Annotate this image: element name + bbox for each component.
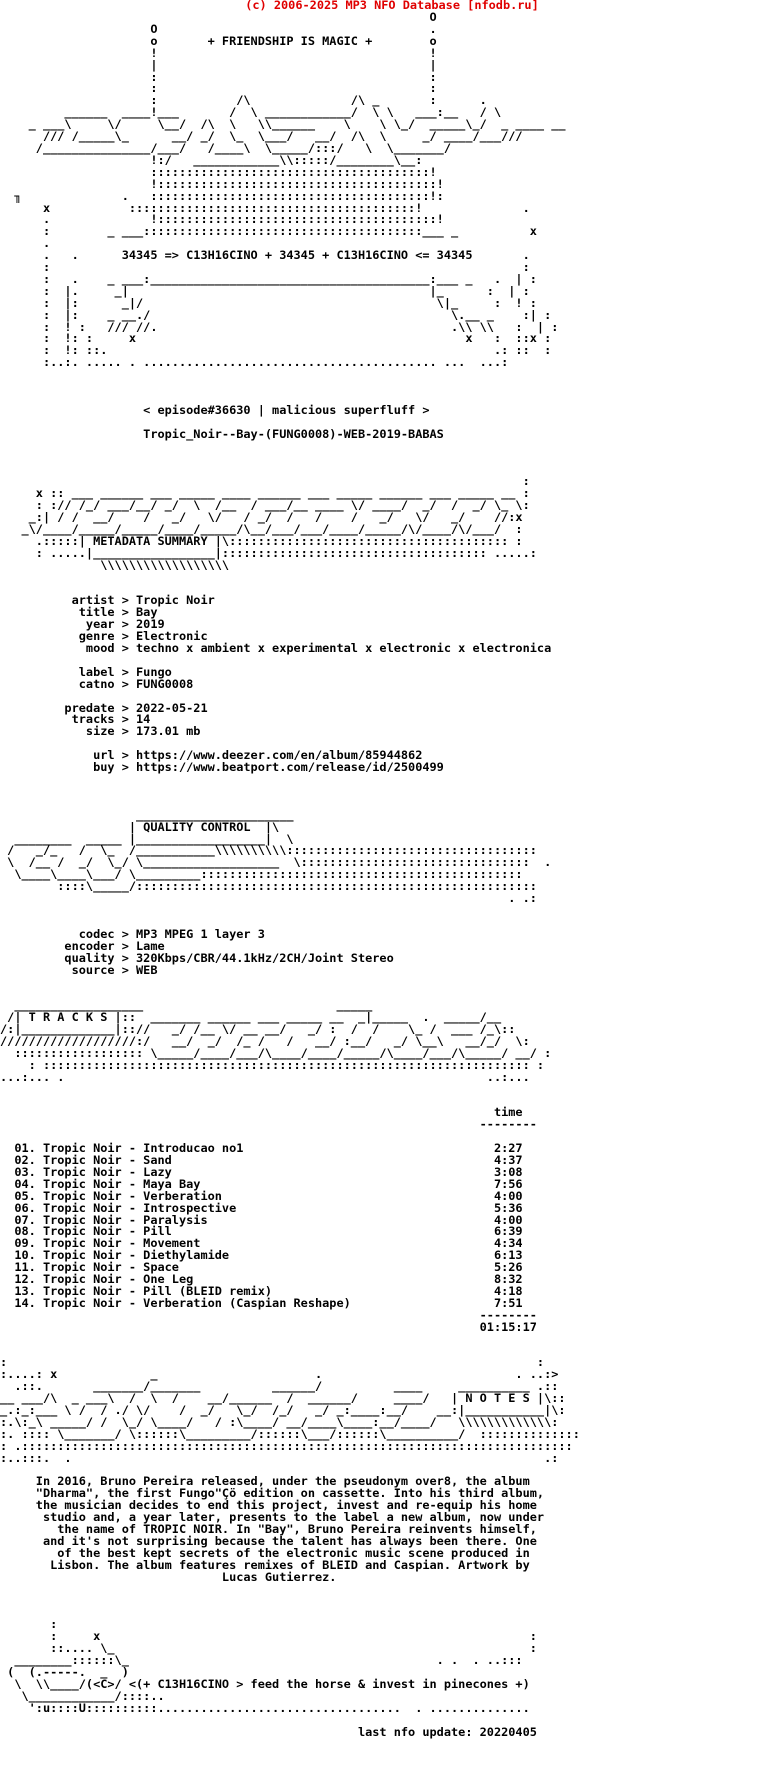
- nfo-line: catno > FUNG0008: [0, 676, 194, 691]
- nfo-line: ______________________: [0, 807, 294, 822]
- nfo-line: 08. Tropic Noir - Pill 6:39: [0, 1224, 523, 1239]
- nfo-line: label > Fungo: [0, 664, 172, 679]
- nfo-line: _.:_:___ \ / / ./ \/ / _/ \_/ /_/ _/ _:____:__/ __:|___________|\:: [0, 1403, 566, 1418]
- nfo-line: :..:::. . .:: [0, 1450, 559, 1465]
- nfo-line: _:| / / __/ / _/ \/ / _/ / / / _/ \/ _/ //:x: [0, 510, 523, 525]
- nfo-line: 13. Tropic Noir - Pill (BLEID remix) 4:18: [0, 1283, 523, 1298]
- nfo-line: /| T R A C K S |:: _______ ______ ___ _____ __ _|_____ . _____/__: [0, 1010, 502, 1025]
- nfo-line: genre > Electronic: [0, 629, 208, 644]
- nfo-line: quality > 320Kbps/CBR/44.1kHz/2CH/Joint Stereo: [0, 950, 394, 965]
- nfo-line: 14. Tropic Noir - Verberation (Caspian Reshape) 7:51: [0, 1295, 523, 1310]
- nfo-line: o + FRIENDSHIP IS MAGIC + o: [0, 33, 437, 48]
- nfo-line: !:::::::::::::::::::::::::::::::::::::::!: [0, 176, 444, 191]
- nfo-line: 09. Tropic Noir - Movement 4:34: [0, 1236, 523, 1251]
- nfo-line: .::. _______/_______ ______/ ____ __________ .::: [0, 1379, 559, 1394]
- copyright-banner: (c) 2006-2025 MP3 NFO Database [nfodb.ru]: [245, 0, 539, 12]
- nfo-line: . !:::::::::::::::::::::::::::::::::::::::!: [0, 212, 444, 227]
- nfo-line: :: [0, 474, 530, 489]
- nfo-line: \\\\\\\\\\\\\\\\\\: [0, 557, 230, 572]
- nfo-line: 01. Tropic Noir - Introducao no1 2:27: [0, 1141, 523, 1156]
- nfo-line: ::.... \_ :: [0, 1641, 537, 1656]
- nfo-line: :.\:_\ _____/ / \_/ \____/ / :\____/ __/____\____:__/____/ \\\\\\\\\\\\\:: [0, 1414, 559, 1429]
- nfo-line: ::::\_____/::::::::::::::::::::::::::::::::::::::::::::::::::::::::: [0, 879, 537, 894]
- nfo-line: title > Bay: [0, 605, 158, 620]
- nfo-line: artist > Tropic Noir: [0, 593, 215, 608]
- nfo-line: : |: _|/ \|_ : ! :: [0, 295, 537, 310]
- nfo-line: _ ___\ \/ \__/ /\ \ \\______ \ \ \_/ _____\_/ _ ____ __: [0, 117, 566, 132]
- nfo-line: 07. Tropic Noir - Paralysis 4:00: [0, 1212, 523, 1227]
- nfo-line: ( (.-----. _ ): [0, 1664, 129, 1679]
- nfo-line: last nfo update: 20220405: [0, 1724, 537, 1739]
- nfo-line: Lisbon. The album features remixes of BLEID and Caspian. Artwork by: [0, 1557, 530, 1572]
- nfo-line: x ::::::::::::::::::::::::::::::::::::::::! .: [0, 200, 530, 215]
- nfo-line: url > https://www.deezer.com/en/album/85944862: [0, 748, 423, 763]
- nfo-line: \ \\____/(<C>/ <(+ C13H16CINO > feed the horse & invest in pinecones +): [0, 1676, 530, 1691]
- nfo-line: 10. Tropic Noir - Diethylamide 6:13: [0, 1248, 523, 1263]
- nfo-line: . . 34345 => C13H16CINO + 34345 + C13H16CINO <= 34345 .: [0, 248, 530, 263]
- nfo-line: : :: [0, 69, 437, 84]
- nfo-text-body: [0, 12, 580, 1738]
- nfo-line: __ ___/\ _ ___\ / \ / __/______ / ______/ ____/ | N O T E S |\::: [0, 1391, 566, 1406]
- nfo-line: studio and, a year later, presents to the label a new album, now under: [0, 1510, 545, 1525]
- nfo-line: ______ ____!___ / \ ____________/ \ \ ___:__ / \: [0, 105, 502, 120]
- nfo-line: ________ _____ |__________________| \: [0, 831, 294, 846]
- nfo-line: ///////////////////:/ __/ _/ /_ / / __/ :__/ _/ \__\ __/_/ \:: [0, 1033, 530, 1048]
- nfo-line: .: [0, 236, 51, 251]
- nfo-line: < episode#36630 | malicious superfluff >: [0, 402, 430, 417]
- nfo-line: | QUALITY CONTROL |\: [0, 819, 280, 834]
- nfo-line: Lucas Gutierrez.: [0, 1569, 337, 1584]
- nfo-line: the name of TROPIC NOIR. In "Bay", Bruno Pereira reinvents himself,: [0, 1522, 537, 1537]
- nfo-line: :::::::::::::::::: \_____/____/___/\____/____/_____/\____/___/\_____/ __/ :: [0, 1045, 552, 1060]
- nfo-line: x :: ___ ______ ___ _____ ____ ______ ___ _____ ______ ___ _____ __ :: [0, 486, 530, 501]
- nfo-line: : !: ::. .: :: :: [0, 343, 552, 358]
- nfo-line: \____\____\___/ \_________:::::::::::::::::::::::::::::::::::::::::::::: [0, 867, 523, 882]
- nfo-line: ╖ . :::::::::::::::::::::::::::::::::::::::!:: [0, 188, 444, 203]
- nfo-line: :::::::::::::::::::::::::::::::::::::::!: [0, 164, 437, 179]
- nfo-line: and it's not surprising because the talent has always been there. One: [0, 1534, 537, 1548]
- nfo-line: year > 2019: [0, 617, 165, 632]
- nfo-line: O .: [0, 21, 437, 36]
- nfo-line: tracks > 14: [0, 712, 151, 727]
- nfo-line: 12. Tropic Noir - One Leg 8:32: [0, 1272, 523, 1287]
- nfo-line: : |. _| |_ : | :: [0, 283, 530, 298]
- nfo-line: ! !: [0, 45, 437, 60]
- nfo-line: predate > 2022-05-21: [0, 700, 208, 715]
- nfo-line: In 2016, Bruno Pereira released, under the pseudonym over8, the album: [0, 1474, 530, 1489]
- nfo-line: 06. Tropic Noir - Introspective 5:36: [0, 1200, 523, 1215]
- nfo-line: time: [0, 1105, 523, 1120]
- nfo-line: : .:::::::::::::::::::::::::::::::::::::::::::::::::::::::::::::::::::::::::::::: [0, 1438, 573, 1453]
- nfo-line: O: [0, 10, 437, 24]
- nfo-line: : /\ /\ _ : .: [0, 93, 487, 108]
- nfo-line: : _ ___:::::::::::::::::::::::::::::::::::::::___ _ x: [0, 224, 537, 239]
- nfo-line: "Dharma", the first Fungo"Çö edition on cassette. Into his third album,: [0, 1486, 545, 1501]
- nfo-line: :: [0, 1617, 58, 1632]
- nfo-line: 01:15:17: [0, 1319, 537, 1334]
- nfo-line: /_______________/___/ /____\ \_____/:::/ \ \_______/: [0, 140, 452, 155]
- nfo-line: !:/ ____________\\:::::/________\__:: [0, 152, 423, 167]
- nfo-line: --------: [0, 1307, 537, 1322]
- nfo-line: source > WEB: [0, 962, 158, 977]
- nfo-line: . .:: [0, 891, 537, 906]
- nfo-line: codec > MP3 MPEG 1 layer 3: [0, 926, 265, 941]
- nfo-line: .:::::| METADATA SUMMARY |\::::::::::::::::::::::::::::::::::::::: :: [0, 533, 523, 548]
- nfo-line: : . _ ___:_______________________________________:___ _ . | :: [0, 271, 537, 286]
- nfo-line: the musician decides to end this project, invest and re-equip his home: [0, 1498, 537, 1513]
- nfo-line: : :::::::::::::::::::::::::::::::::::::::::::::::::::::::::::::::::::: :: [0, 1057, 545, 1072]
- nfo-line: ':u::::U::::::::::.................................. . ..............: [0, 1700, 530, 1715]
- nfo-line: buy > https://www.beatport.com/release/id/2500499: [0, 760, 444, 775]
- nfo-line: :..:. ..... . ......................................... ... ...:: [0, 355, 509, 370]
- nfo-line: 05. Tropic Noir - Verberation 4:00: [0, 1188, 523, 1203]
- nfo-line: --------: [0, 1117, 537, 1132]
- nfo-line: : :: [0, 81, 437, 96]
- nfo-line: /// /_____\_ __/ _/ \_ \___/ __/ /\ \ _/ ____/___///: [0, 129, 523, 144]
- nfo-line: Tropic_Noir--Bay-(FUNG0008)-WEB-2019-BABAS: [0, 426, 444, 441]
- nfo-line: : :: [0, 1355, 545, 1370]
- nfo-line: : ! : /// //. .\\ \\ : | :: [0, 319, 559, 334]
- nfo-line: 02. Tropic Noir - Sand 4:37: [0, 1153, 523, 1167]
- nfo-line: 04. Tropic Noir - Maya Bay 7:56: [0, 1176, 523, 1191]
- nfo-line: : :: [0, 260, 530, 275]
- nfo-line: size > 173.01 mb: [0, 724, 201, 739]
- nfo-line: : :// /_/ ___/__/ _/ \ /__ / ___/__ ____ \/ ____/ _/ / _/ \_ \:: [0, 498, 530, 513]
- nfo-line: \____________/::::..: [0, 1688, 165, 1703]
- nfo-line: encoder > Lame: [0, 938, 165, 953]
- nfo-line: ________::::::\_ . . . ..:::: [0, 1653, 523, 1668]
- nfo-line: : |: _ __./ \.__ _ :| :: [0, 307, 552, 322]
- nfo-line: : .....|_________________|::::::::::::::::::::::::::::::::::::: .....:: [0, 545, 537, 560]
- nfo-line: | |: [0, 57, 437, 72]
- nfo-line: : !: : x x : ::x :: [0, 331, 552, 346]
- nfo-line: 03. Tropic Noir - Lazy 3:08: [0, 1164, 523, 1179]
- nfo-line: /:|_____________|::// _/ /__ \/ __ __/ _/ : / / \_ / ___ /_\::: [0, 1022, 516, 1037]
- nfo-line: _\/____/_____/_____/____/_____/\__/___/___/____/_____/\/____/\/___/ :: [0, 521, 523, 536]
- nfo-line: :....: x _ . . ..:>: [0, 1367, 559, 1382]
- nfo-line: / _/_ / \_ /___________\\\\\\\\\\:::::::::::::::::::::::::::::::::::: [0, 843, 537, 858]
- nfo-line: 11. Tropic Noir - Space 5:26: [0, 1260, 523, 1275]
- nfo-line: __________________ _____: [0, 998, 373, 1013]
- nfo-line: \ /__ / _/ \_/ \___________________ \:::::::::::::::::::::::::::::::: .: [0, 855, 552, 870]
- nfo-line: : x :: [0, 1629, 537, 1644]
- nfo-line: ...:... . ..:...: [0, 1069, 530, 1084]
- nfo-line: mood > techno x ambient x experimental x electronic x electronica: [0, 641, 552, 656]
- nfo-line: :. :::: \_______/ \::::::\_________/::::::\___/::::::\__________/ ::::::::::::::: [0, 1426, 580, 1441]
- nfo-line: of the best kept secrets of the electronic music scene produced in: [0, 1545, 530, 1560]
